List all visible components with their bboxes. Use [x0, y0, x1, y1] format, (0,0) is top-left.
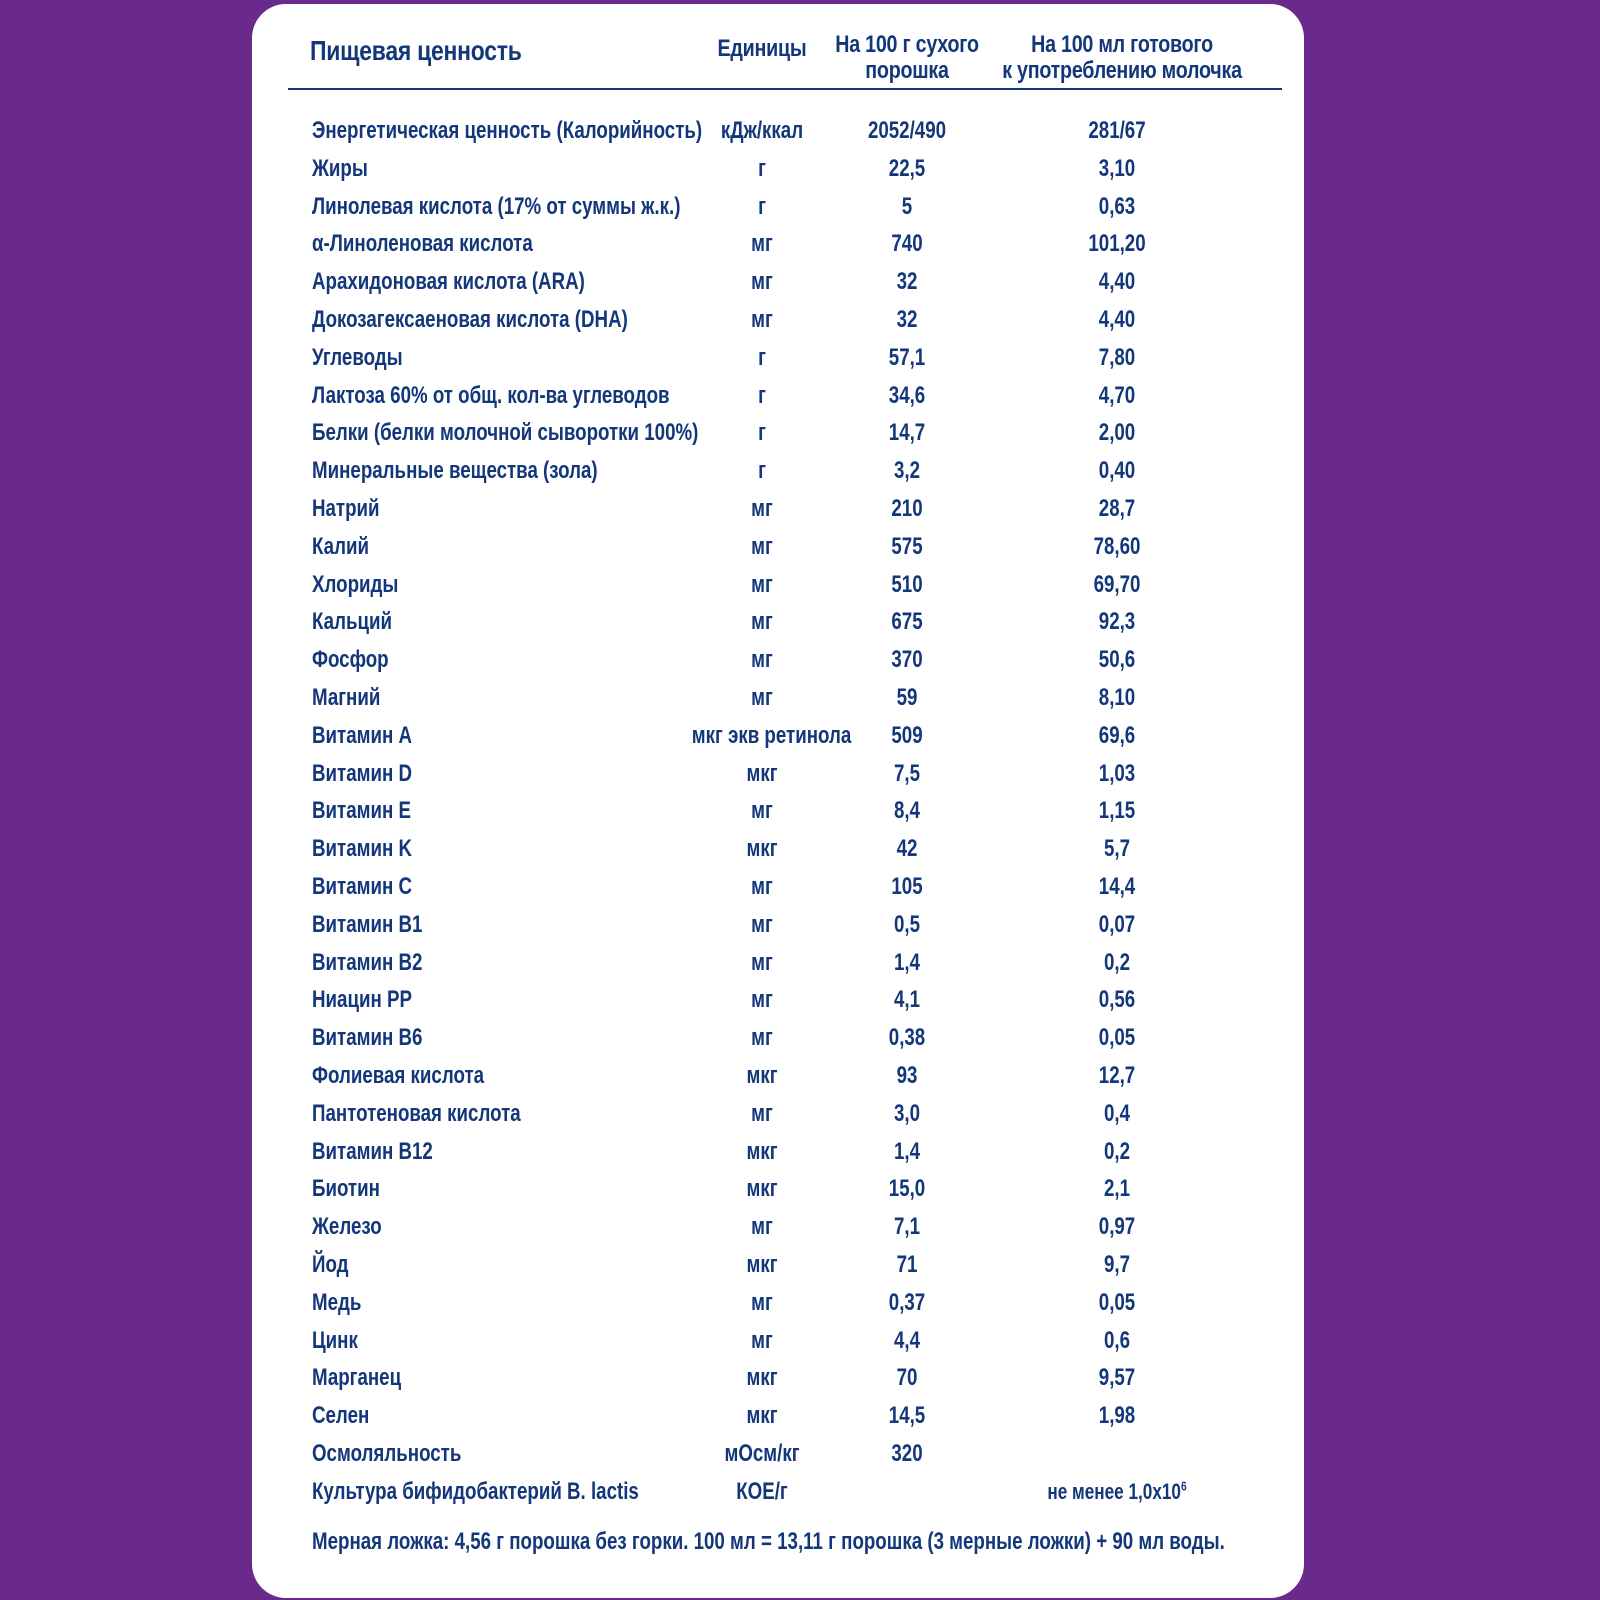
- nutrition-rows: [252, 112, 1304, 1510]
- header-ready-line1: На 100 мл готового: [1031, 31, 1213, 58]
- nutrient-name: Лактоза 60% от общ. кол-ва углеводов: [312, 381, 670, 409]
- nutrient-name: Йод: [312, 1250, 349, 1278]
- nutrient-name: Углеводы: [312, 343, 403, 371]
- nutrient-unit: мкг: [746, 1137, 778, 1165]
- nutrient-unit: мОсм/кг: [724, 1439, 800, 1467]
- table-row: [252, 717, 1304, 755]
- value-per-100ml: 12,7: [1098, 1061, 1136, 1089]
- nutrient-name: Фосфор: [312, 646, 389, 674]
- value-per-100ml: 28,7: [1098, 494, 1136, 522]
- value-per-100ml: 69,6: [1098, 721, 1136, 749]
- nutrient-unit: г: [758, 419, 766, 447]
- nutrient-unit: мг: [751, 797, 773, 825]
- value-per-100g: 7,1: [893, 1213, 921, 1241]
- table-row: [252, 1435, 1304, 1473]
- value-per-100ml: 0,4: [1103, 1099, 1131, 1127]
- table-row: [252, 830, 1304, 868]
- value-per-100g: 42: [896, 835, 918, 863]
- table-row: [252, 263, 1304, 301]
- nutrient-unit: мг: [751, 230, 773, 258]
- nutrient-unit: мкг: [746, 759, 778, 787]
- header-dry-line2: порошка: [865, 57, 949, 84]
- nutrient-name: Калий: [312, 532, 369, 560]
- value-per-100g: 1,4: [893, 1137, 921, 1165]
- nutrient-name: Жиры: [312, 154, 368, 182]
- value-per-100g: 57,1: [888, 343, 926, 371]
- nutrient-name: Фолиевая кислота: [312, 1061, 485, 1089]
- nutrient-name: Культура бифидобактерий B. lactis: [312, 1477, 639, 1505]
- value-per-100ml: 0,56: [1098, 986, 1136, 1014]
- table-row: [252, 339, 1304, 377]
- nutrient-unit: мг: [751, 1326, 773, 1354]
- header-name: Пищевая ценность: [310, 35, 522, 66]
- value-per-100g: 210: [891, 494, 923, 522]
- header-dry-line1: На 100 г сухого: [835, 31, 979, 58]
- value-per-100g: 71: [896, 1250, 918, 1278]
- nutrient-unit: г: [758, 154, 766, 182]
- value-per-100g: 4,4: [893, 1326, 921, 1354]
- value-per-100ml: 2,00: [1098, 419, 1136, 447]
- nutrient-name: Кальций: [312, 608, 392, 636]
- nutrient-name: Марганец: [312, 1364, 402, 1392]
- nutrient-name: α-Линоленовая кислота: [312, 230, 533, 258]
- value-per-100g: 22,5: [888, 154, 926, 182]
- nutrient-unit: мг: [751, 948, 773, 976]
- table-header: [252, 26, 1304, 88]
- table-row: [252, 301, 1304, 339]
- nutrient-name: Докозагексаеновая кислота (DHA): [312, 305, 628, 333]
- value-per-100ml: 69,70: [1093, 570, 1141, 598]
- value-per-100g: 32: [896, 305, 918, 333]
- nutrient-unit: г: [758, 192, 766, 220]
- nutrient-name: Медь: [312, 1288, 362, 1316]
- nutrient-unit: г: [758, 343, 766, 371]
- table-row: [252, 1397, 1304, 1435]
- nutrient-unit: мг: [751, 1024, 773, 1052]
- table-row: [252, 528, 1304, 566]
- table-row: [252, 112, 1304, 150]
- nutrient-unit: мг: [751, 1099, 773, 1127]
- nutrient-unit: мг: [751, 608, 773, 636]
- table-row: [252, 225, 1304, 263]
- value-per-100g: 15,0: [888, 1175, 926, 1203]
- value-per-100ml: 4,40: [1098, 268, 1136, 296]
- nutrient-unit: мкг: [746, 835, 778, 863]
- table-row: [252, 792, 1304, 830]
- nutrient-name: Витамин D: [312, 759, 412, 787]
- nutrient-unit: мг: [751, 305, 773, 333]
- value-per-100ml: 0,2: [1103, 948, 1131, 976]
- value-per-100ml: 0,2: [1103, 1137, 1131, 1165]
- table-row: [252, 1473, 1304, 1511]
- nutrient-name: Биотин: [312, 1175, 380, 1203]
- value-per-100ml: 7,80: [1098, 343, 1136, 371]
- value-per-100g: 2052/490: [867, 117, 947, 144]
- value-per-100g: 0,37: [888, 1288, 926, 1316]
- nutrient-name: Витамин K: [312, 835, 412, 863]
- nutrient-unit: мг: [751, 268, 773, 296]
- nutrient-unit: кДж/ккал: [720, 117, 804, 144]
- table-row: [252, 566, 1304, 604]
- table-row: [252, 944, 1304, 982]
- nutrient-name: Осмоляльность: [312, 1439, 462, 1467]
- nutrient-name: Минеральные вещества (зола): [312, 457, 598, 485]
- table-row: [252, 377, 1304, 415]
- table-row: [252, 1095, 1304, 1133]
- value-per-100ml: 0,63: [1098, 192, 1136, 220]
- nutrient-unit: мг: [751, 683, 773, 711]
- nutrient-name: Витамин B2: [312, 948, 423, 976]
- value-per-100g: 14,5: [888, 1402, 926, 1430]
- value-per-100ml: 101,20: [1088, 230, 1146, 258]
- table-row: [252, 755, 1304, 793]
- value-per-100ml: 50,6: [1098, 646, 1136, 674]
- value-per-100ml: 1,98: [1098, 1402, 1136, 1430]
- value-per-100ml: 9,7: [1103, 1250, 1131, 1278]
- nutrient-name: Энергетическая ценность (Калорийность): [312, 117, 703, 144]
- value-per-100g: 509: [891, 721, 923, 749]
- value-per-100ml: [1004, 1473, 1230, 1511]
- nutrient-unit: мкг: [746, 1250, 778, 1278]
- table-row: [252, 414, 1304, 452]
- nutrient-unit: мг: [751, 646, 773, 674]
- table-row: [252, 1019, 1304, 1057]
- nutrient-name: Витамин A: [312, 721, 412, 749]
- value-per-100ml: 8,10: [1098, 683, 1136, 711]
- nutrient-name: Витамин C: [312, 872, 412, 900]
- nutrient-name: Белки (белки молочной сыворотки 100%): [312, 419, 699, 447]
- header-divider: [288, 88, 1282, 90]
- nutrient-unit: мг: [751, 986, 773, 1014]
- table-row: [252, 981, 1304, 1019]
- value-per-100ml: 1,15: [1098, 797, 1136, 825]
- value-per-100ml: 0,05: [1098, 1288, 1136, 1316]
- value-per-100g: 5: [901, 192, 913, 220]
- nutrient-name: Витамин E: [312, 797, 411, 825]
- nutrient-unit: мг: [751, 910, 773, 938]
- nutrient-name: Пантотеновая кислота: [312, 1099, 521, 1127]
- nutrient-unit: мкг: [746, 1175, 778, 1203]
- nutrient-name: Арахидоновая кислота (ARA): [312, 268, 585, 296]
- header-ready: [999, 32, 1245, 84]
- table-row: [252, 603, 1304, 641]
- value-per-100g: 105: [891, 872, 923, 900]
- nutrient-name: Хлориды: [312, 570, 399, 598]
- value-per-100g: 7,5: [893, 759, 921, 787]
- value-per-100g: 740: [891, 230, 923, 258]
- table-row: [252, 1133, 1304, 1171]
- nutrient-unit: мг: [751, 1288, 773, 1316]
- nutrient-unit: мг: [751, 532, 773, 560]
- value-per-100ml: 78,60: [1093, 532, 1141, 560]
- table-row: [252, 452, 1304, 490]
- nutrient-unit: мкг: [746, 1402, 778, 1430]
- value-per-100ml: 4,70: [1098, 381, 1136, 409]
- table-row: [252, 906, 1304, 944]
- nutrient-unit: мг: [751, 494, 773, 522]
- nutrient-name: Ниацин PP: [312, 986, 412, 1014]
- table-row: [252, 1208, 1304, 1246]
- value-per-100g: 32: [896, 268, 918, 296]
- value-per-100g: 675: [891, 608, 923, 636]
- header-dry: [825, 32, 989, 84]
- nutrient-name: Линолевая кислота (17% от суммы ж.к.): [312, 192, 681, 220]
- value-per-100ml: 0,07: [1098, 910, 1136, 938]
- value-per-100g: 3,0: [893, 1099, 921, 1127]
- value-per-100g: 1,4: [893, 948, 921, 976]
- value-per-100ml: 5,7: [1103, 835, 1131, 863]
- table-row: [252, 679, 1304, 717]
- value-per-100ml: 0,6: [1103, 1326, 1131, 1354]
- nutrient-unit: г: [758, 457, 766, 485]
- value-per-100ml: 0,05: [1098, 1024, 1136, 1052]
- value-per-100ml: 281/67: [1088, 117, 1146, 144]
- value-per-100g: 70: [896, 1364, 918, 1392]
- nutrient-name: Натрий: [312, 494, 380, 522]
- nutrient-unit: мкг экв ретинола: [691, 721, 852, 749]
- nutrient-unit: КОЕ/г: [736, 1477, 788, 1505]
- value-per-100ml: 9,57: [1098, 1364, 1136, 1392]
- value-per-100g: 0,5: [893, 910, 921, 938]
- header-unit: Единицы: [717, 35, 807, 62]
- table-row: [252, 490, 1304, 528]
- nutrient-name: Витамин B6: [312, 1024, 423, 1052]
- nutrient-unit: г: [758, 381, 766, 409]
- value-per-100g: 34,6: [888, 381, 926, 409]
- value-per-100ml: 92,3: [1098, 608, 1136, 636]
- table-row: [252, 1057, 1304, 1095]
- nutrient-unit: мкг: [746, 1061, 778, 1089]
- table-row: [252, 1246, 1304, 1284]
- table-row: [252, 1284, 1304, 1322]
- value-per-100g: 370: [891, 646, 923, 674]
- table-row: [252, 1359, 1304, 1397]
- value-per-100g: 0,38: [888, 1024, 926, 1052]
- value-per-100ml: 14,4: [1098, 872, 1136, 900]
- value-per-100g: 14,7: [888, 419, 926, 447]
- nutrient-name: Магний: [312, 683, 381, 711]
- exponent: 6: [1180, 1478, 1187, 1494]
- table-row: [252, 188, 1304, 226]
- value-per-100g: 3,2: [893, 457, 921, 485]
- value-per-100g: 510: [891, 570, 923, 598]
- value-per-100ml: 0,40: [1098, 457, 1136, 485]
- value-per-100g: 320: [891, 1439, 923, 1467]
- value-per-100ml: 3,10: [1098, 154, 1136, 182]
- nutrient-name: Витамин B12: [312, 1137, 433, 1165]
- value-per-100g: 575: [891, 532, 923, 560]
- value-per-100ml: 0,97: [1098, 1213, 1136, 1241]
- nutrient-name: Витамин B1: [312, 910, 423, 938]
- table-row: [252, 868, 1304, 906]
- value-per-100ml: 2,1: [1103, 1175, 1131, 1203]
- table-row: [252, 150, 1304, 188]
- nutrient-name: Селен: [312, 1402, 370, 1430]
- nutrient-unit: мкг: [746, 1364, 778, 1392]
- value-per-100ml-text: не менее 1,0x10: [1047, 1478, 1181, 1504]
- nutrition-card: [252, 4, 1304, 1598]
- table-row: [252, 641, 1304, 679]
- value-per-100g: 4,1: [893, 986, 921, 1014]
- header-ready-line2: к употреблению молочка: [1002, 57, 1242, 84]
- nutrient-unit: мг: [751, 872, 773, 900]
- value-per-100g: 93: [896, 1061, 918, 1089]
- nutrient-name: Железо: [312, 1213, 382, 1241]
- value-per-100g: 8,4: [893, 797, 921, 825]
- nutrient-unit: мг: [751, 570, 773, 598]
- nutrient-name: Цинк: [312, 1326, 358, 1354]
- nutrient-unit: мг: [751, 1213, 773, 1241]
- table-row: [252, 1170, 1304, 1208]
- table-row: [252, 1322, 1304, 1360]
- value-per-100ml: 4,40: [1098, 305, 1136, 333]
- footer-note: Мерная ложка: 4,56 г порошка без горки. 100 мл = 13,11 г порошка (3 мерные ложки) + 90 мл воды.: [312, 1528, 1225, 1555]
- value-per-100g: 59: [896, 683, 918, 711]
- value-per-100ml: 1,03: [1098, 759, 1136, 787]
